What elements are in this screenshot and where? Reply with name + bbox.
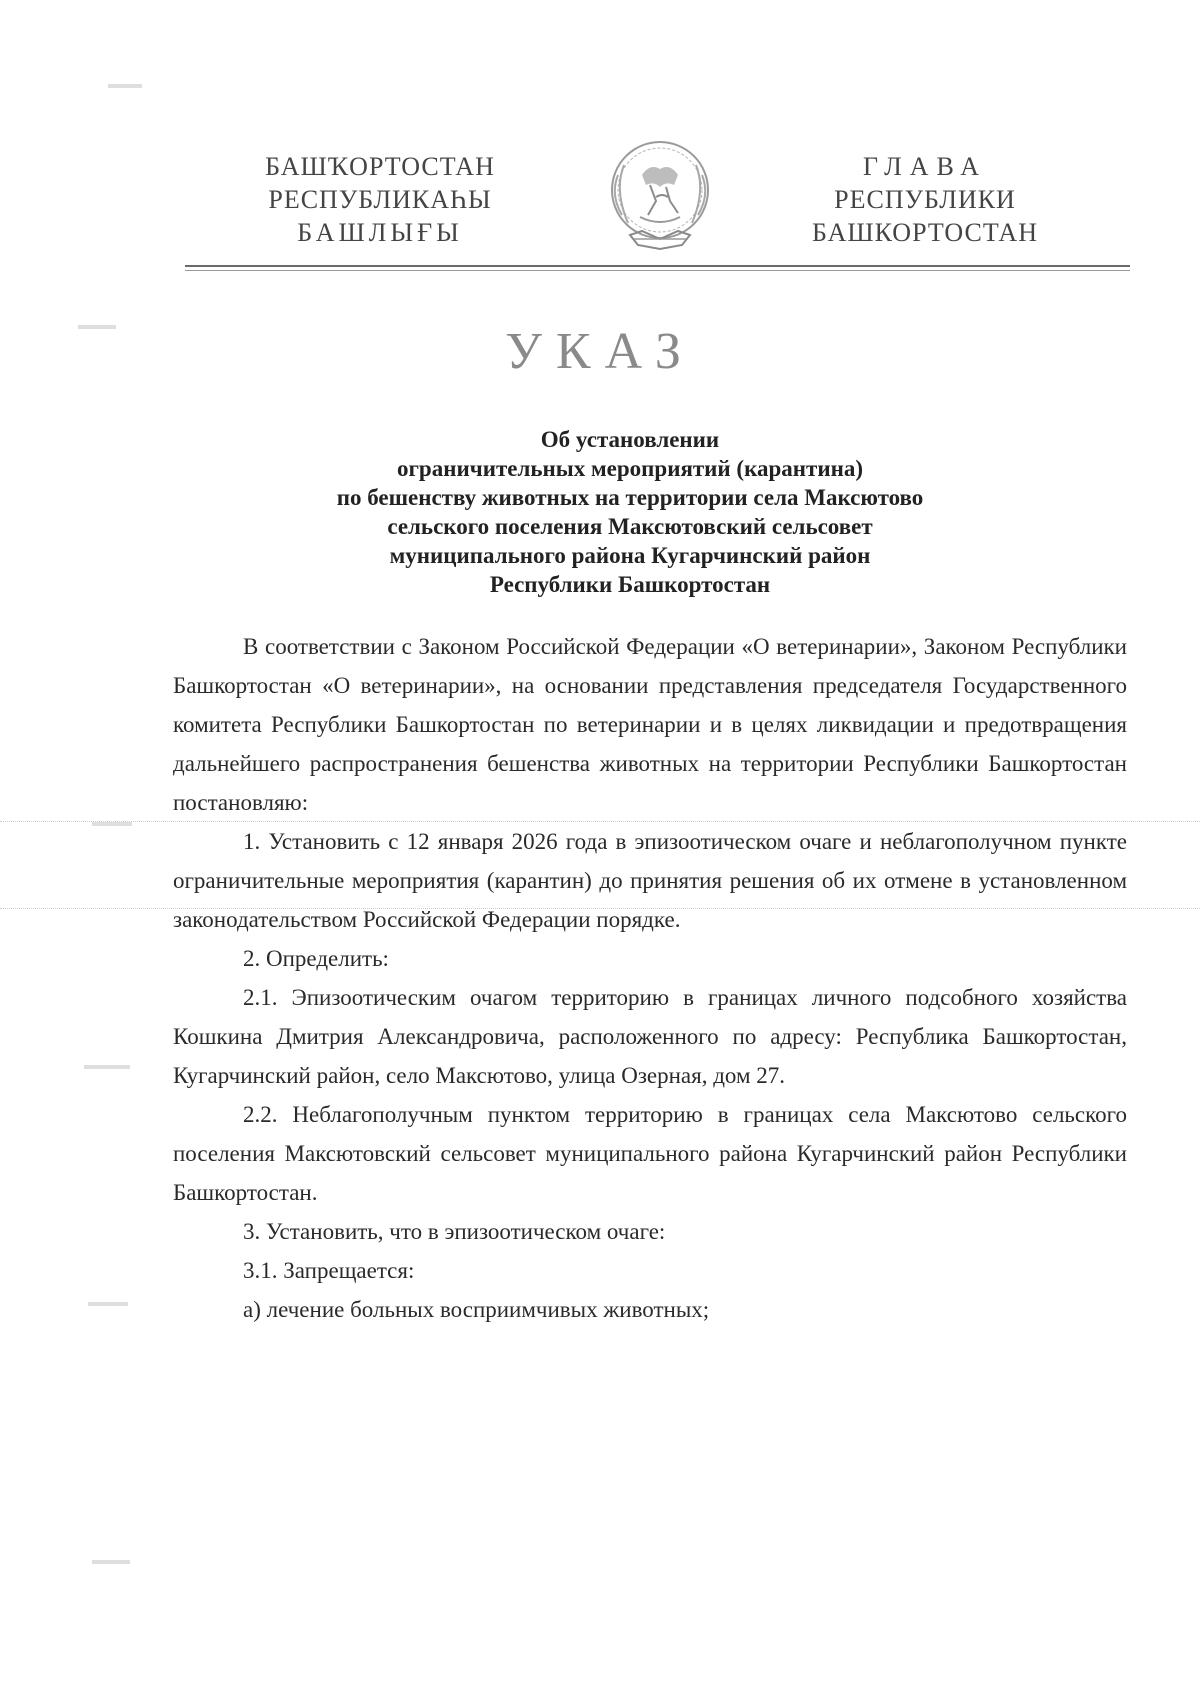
paragraph-item-3-1: 3.1. Запрещается: — [243, 1258, 415, 1283]
paragraph-item-1: 1. Установить с 12 января 2026 года в эпизоотическом очаге и неблагополучном пункте ограничительные мероприятия (карантин) до принятия решения об их отмене в установленном законодательством Российской Федерации порядке. — [173, 829, 1127, 932]
paragraph-item-a: а) лечение больных восприимчивых животных; — [243, 1297, 710, 1322]
letterhead-russian-line-3: БАШКОРТОСТАН — [812, 218, 1038, 247]
paragraph-preamble: В соответствии с Законом Российской Федерации «О ветеринарии», Законом Республики Башкортостан «О ветеринарии», на основании представления председателя Государственного комитета Республики Башкортостан по ветеринарии и в целях ликвидации и предотвращения дальнейшего распространения бешенства животных на территории Республики Башкортостан постановляю: — [173, 634, 1127, 815]
title-line-5: муниципального района Кугарчинский район — [389, 543, 871, 568]
letterhead-bashkir-line-2: РЕСПУБЛИКАҺЫ — [268, 185, 492, 214]
scan-artifact-line — [0, 821, 1200, 822]
letterhead-bashkir — [230, 150, 530, 249]
letterhead-bashkir-line-3: БАШЛЫҒЫ — [297, 218, 463, 247]
paragraph-item-2: 2. Определить: — [243, 946, 389, 971]
title-line-4: сельского поселения Максютовский сельсовет — [387, 514, 873, 539]
document-body — [173, 627, 1127, 1329]
title-line-6: Республики Башкортостан — [489, 572, 771, 597]
scan-artifact-speck — [88, 1302, 128, 1306]
paragraph-item-2-2: 2.2. Неблагополучным пунктом территорию в границах села Максютово сельского поселения Максютовский сельсовет муниципального района Кугарчинский район Республики Башкортостан. — [173, 1102, 1127, 1205]
letterhead-russian-line-1: ГЛАВА — [863, 152, 987, 181]
letterhead-russian-line-2: РЕСПУБЛИКИ — [834, 185, 1016, 214]
document-title — [250, 425, 1010, 599]
bashkortostan-coat-of-arms-icon — [600, 135, 720, 255]
decree-heading: УКАЗ — [505, 323, 695, 380]
scan-artifact-line — [0, 908, 1200, 909]
title-line-2: ограничительных мероприятий (карантина) — [396, 456, 864, 481]
title-line-1: Об установлении — [540, 427, 720, 452]
scan-artifact-speck — [108, 84, 142, 88]
scan-artifact-speck — [84, 1065, 130, 1069]
letterhead-rule — [185, 265, 1130, 267]
paragraph-item-3: 3. Установить, что в эпизоотическом очаге: — [243, 1219, 666, 1244]
title-line-3: по бешенству животных на территории села Максютово — [336, 485, 924, 510]
scan-artifact-speck — [78, 325, 116, 329]
scan-artifact-speck — [92, 822, 132, 826]
scan-artifact-speck — [92, 1560, 130, 1564]
letterhead-rule-thin — [185, 270, 1130, 271]
letterhead-russian — [790, 150, 1060, 249]
paragraph-item-2-1: 2.1. Эпизоотическим очагом территорию в границах личного подсобного хозяйства Кошкина Дмитрия Александровича, расположенного по адресу: Республика Башкортостан, Кугарчинский район, село Максютово, улица Озерная, дом 27. — [173, 985, 1127, 1088]
letterhead-bashkir-line-1: БАШҠОРТОСТАН — [265, 152, 495, 181]
